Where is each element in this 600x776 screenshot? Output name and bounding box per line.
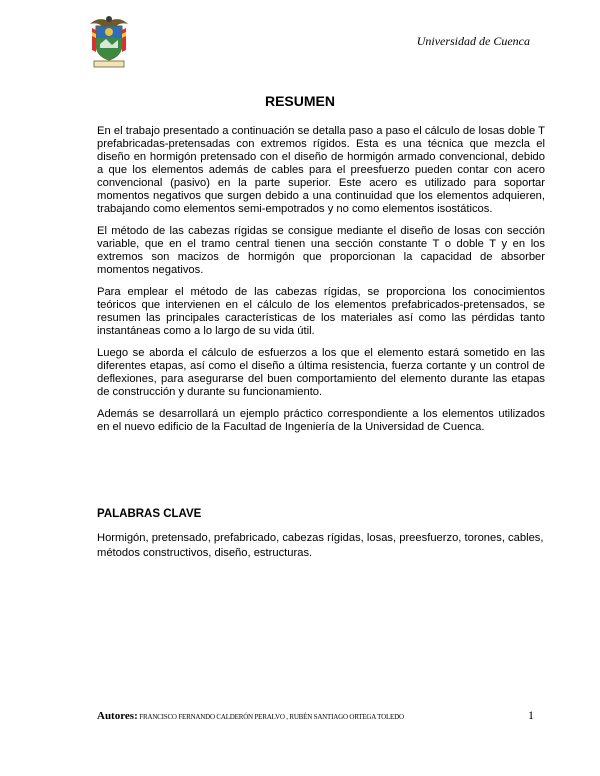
paragraph: En el trabajo presentado a continuación se detalla paso a paso el cálculo de losas doble T prefabricadas-pretensadas con extremos rígidos. Esta es una técnica que mezcla el diseño en hormigón pretensado con el diseño de hormigón armado convencional, debido a que los elementos además de cables para el preesfuerzo pueden contar con acero convencional (pasivo) en la parte superior. Este acero es utilizado para soportar momentos negativos que surgen debido a una continuidad que los elementos adquieren, trabajando como elementos semi-empotrados y no como elementos isostáticos.	[97, 125, 545, 215]
authors-label: Autores:	[97, 710, 138, 722]
paragraph: Luego se aborda el cálculo de esfuerzos a los que el elemento estará sometido en las diferentes etapas, así como el diseño a última resistencia, fuerza cortante y un control de deflexiones, para asegurarse del buen comportamiento del elemento durante las etapas de construcción y durante su funcionamiento.	[97, 347, 545, 398]
footer-authors	[97, 710, 404, 722]
paragraph: El método de las cabezas rígidas se consigue mediante el diseño de losas con sección variable, que en el tramo central tienen una sección constante T o doble T y en los extremos son macizos de hormigón que proporcionan la capacidad de absorber momentos negativos.	[97, 225, 545, 276]
keywords-text: Hormigón, pretensado, prefabricado, cabezas rígidas, losas, preesfuerzo, torones, cables, métodos constructivos, diseño, estructuras.	[97, 532, 544, 559]
abstract-body	[97, 125, 545, 443]
authors-names: FRANCISCO FERNANDO CALDERÓN PERALVO , RUBÉN SANTIAGO ORTEGA TOLEDO	[139, 713, 404, 721]
university-crest-icon	[88, 12, 130, 70]
page-number: 1	[528, 708, 534, 722]
paragraph: Además se desarrollará un ejemplo práctico correspondiente a los elementos utilizados en el nuevo edificio de la Facultad de Ingeniería de la Universidad de Cuenca.	[97, 408, 545, 433]
keywords-title: PALABRAS CLAVE	[97, 508, 202, 520]
university-name: Universidad de Cuenca	[416, 34, 530, 48]
page-title: RESUMEN	[264, 93, 335, 109]
paragraph: Para emplear el método de las cabezas rígidas, se proporciona los conocimientos teóricos que intervienen en el cálculo de los elementos prefabricados-pretensados, se resumen las principales características de los materiales así como las pérdidas tanto instantáneas como a lo largo de su vida útil.	[97, 286, 545, 337]
